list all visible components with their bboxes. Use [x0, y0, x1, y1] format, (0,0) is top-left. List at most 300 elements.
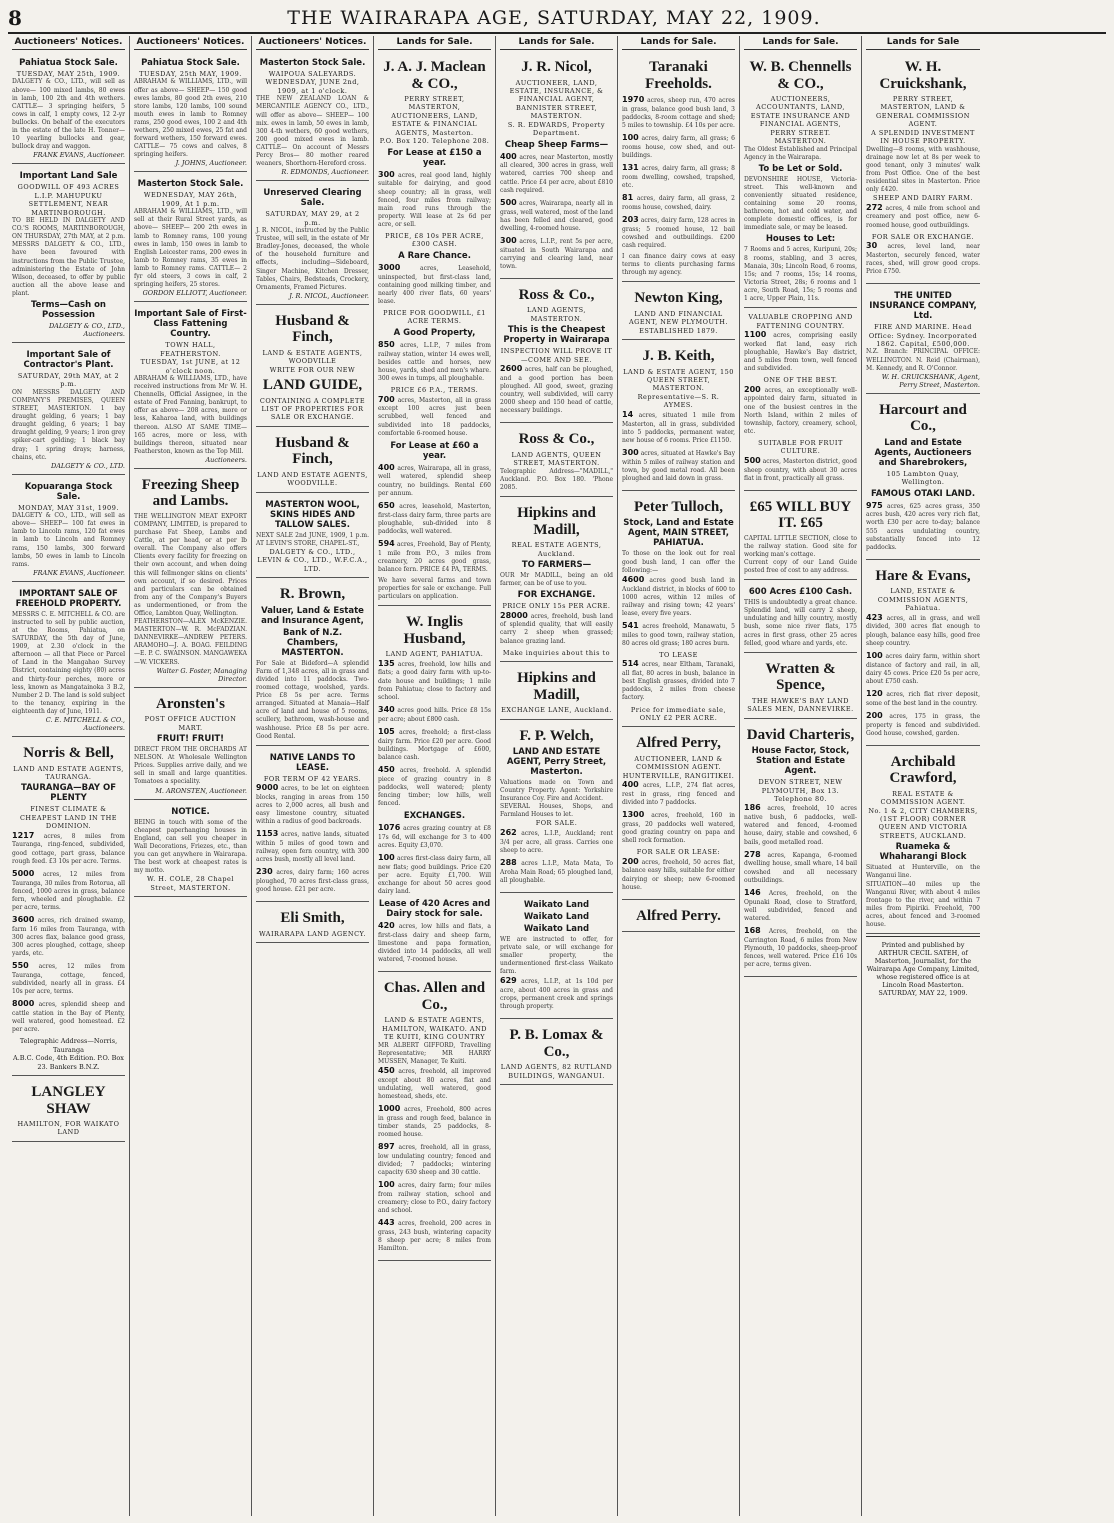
- agent-address: 105 Lambton Quay, Wellington.: [886, 469, 960, 487]
- ad-note: We have several farms and town properties for sale or exchange. Full particulars on application.: [378, 576, 491, 601]
- column-2: [130, 36, 252, 1516]
- ad-body: INSPECTION WILL PROVE IT—COME AND SEE.: [500, 347, 613, 364]
- agent-name: Alfred Perry,: [636, 735, 721, 752]
- column-header: Auctioneers' Notices.: [12, 36, 125, 50]
- agent-subtitle: LAND & ESTATE AGENTS, HAMILTON, WAIKATO. AND TE KUITI, KING COUNTRY: [382, 1016, 487, 1042]
- listing: 629 acres, L.I.P., at 1s 10d per acre, about 400 acres in grass and crops, permanent creek and springs through property.: [500, 976, 613, 1011]
- ad-norris-bell: [12, 739, 125, 1076]
- agent-name: Hare & Evans,: [875, 567, 971, 584]
- listing: 1217 acres, 8 miles from Tauranga, ring-fenced, subdivided, good cottage, part grass, balance rough feed. £3 10s per acre. Terms.: [12, 830, 125, 865]
- listing: 100 acres, dairy farm, all grass; 6 rooms house, cow shed, and out-buildings.: [622, 133, 735, 159]
- ad-wratten-spence: [744, 655, 857, 719]
- ad-tail: CONTAINING A COMPLETE LIST OF PROPERTIES FOR SALE OR EXCHANGE.: [259, 396, 366, 422]
- listing: 100 acres dairy farm, within short distance of factory and rail, in all, dairy 45 cows. Price £20 5s per acre, about £750 cash.: [866, 650, 980, 685]
- ad-heading: A Rare Chance.: [398, 250, 471, 261]
- agent-name: Newton King,: [634, 290, 723, 307]
- masthead: [8, 4, 1106, 34]
- ad-cruickshank: [866, 53, 980, 284]
- agent-subtitle: REAL ESTATE & COMMISSION AGENT.: [880, 789, 966, 807]
- ad-date: SATURDAY, MAY 29, at 2 p.m.: [265, 210, 360, 227]
- column-header: Lands for Sale.: [500, 36, 613, 50]
- agent-subtitle: HAMILTON, FOR WAIKATO LAND: [17, 1120, 120, 1137]
- ad-body: Dwelling—8 rooms, with washhouse, drainage now let at 8s per week to good tenant, only 3 minutes' walk from Post Office. One of the best residential sites in Masterton. Price only £420.: [866, 145, 980, 194]
- listing: 278 acres, Kapanga, 6-roomed dwelling house, small whare, 14 bail cowshed and all necessary outbuildings.: [744, 849, 857, 884]
- listing: 700 acres, Masterton, all in grass except 100 acres just been scrubbed, well fenced and subdivided into 18 paddocks, comfortable 6-roomed house.: [378, 394, 491, 437]
- listing: 100 acres first-class dairy farm, all new flats; good buildings. Price £20 per acre. Equity £1,700. Will exchange for about 50 acres good dairy land.: [378, 852, 491, 896]
- ad-important-land-sale: [12, 166, 125, 343]
- listing: 1076 acres grazing country at £8 17s 6d, will exchange for 3 to 400 acres. Equity £3,070.: [378, 822, 491, 849]
- ad-heading: SUITABLE FOR FRUIT CULTURE.: [758, 438, 843, 456]
- ad-heading: A Good Property,: [393, 327, 476, 338]
- ad-terms: Terms—Cash on Possession: [31, 299, 106, 320]
- listing: 168 Acres, freehold, on the Carrington Road, 6 miles from New Plymouth, 10 paddocks, sheep-proof fences, well watered. Price £16 10s per acre, terms given.: [744, 925, 857, 968]
- agent-subtitle: LAND AGENTS, 82 RUTLAND BUILDINGS, WANGANUI.: [500, 1063, 613, 1080]
- ad-date: SATURDAY, 29th MAY, at 2 p.m.: [17, 371, 120, 389]
- ad-signature: DALGETY & CO., LTD.: [51, 461, 125, 470]
- ad-heading: FAMOUS OTAKI LAND.: [870, 488, 976, 499]
- agent-name: Alfred Perry.: [636, 907, 721, 924]
- ad-hipkins-madill: [500, 499, 613, 662]
- ad-heading: Waikato Land: [523, 923, 590, 934]
- ad-heading: FOR EXCHANGE.: [517, 590, 596, 601]
- ad-title: Pahiatua Stock Sale.: [19, 58, 118, 68]
- listing: 514 acres, near Eltham, Taranaki, all flat, 80 acres in bush, balance in best English grasses, divided into 7 paddocks, 2 miles from cheese factory.: [622, 659, 735, 702]
- ad-heading: FOR SALE.: [535, 819, 578, 828]
- imprint-text: Printed and published by ARTHUR CECIL SATEH, of Masterton, Journalist, for the Wairarapa Age Company, Limited, whose registered office is at Lincoln Road Masterton.: [866, 941, 980, 990]
- column-8: [862, 36, 984, 1516]
- ad-headline: Taranaki Freeholds.: [645, 59, 712, 92]
- ad-signature: W. H. COLE, 28 Chapel Street, MASTERTON.: [147, 875, 234, 892]
- ad-chennells: [744, 53, 857, 308]
- ad-subtitle: GOODWILL OF 493 ACRES L.I.P. MAHUPUKU SETTLEMENT, NEAR MARTINBOROUGH.: [17, 183, 120, 217]
- agent-subtitle: LAND AND ESTATE AGENT, Perry Street, Masterton.: [506, 747, 607, 778]
- page-number: 8: [8, 6, 22, 30]
- ad-jr-nicol: [500, 53, 613, 279]
- ad-signature: J. JOHNS, Auctioneer.: [175, 159, 247, 168]
- listing: 81 acres, dairy farm, all grass, 2 rooms house, cowshed, dairy.: [622, 193, 735, 211]
- ad-hare-evans: [866, 562, 980, 746]
- buyers-list: FEATHERSTON—ALEX McKENZIE. MASTERTON—W. R. McFADZIAN. DANNEVIRKE—ANDREW PETERS. ARAMOHO—J. A. BOAG. FEILDING—E. P. C. SWAINSON. MANGAWEKA—W. VICKERS.: [134, 618, 247, 666]
- listing: 897 acres, freehold, all in grass, low undulating country; fenced and divided; 7 paddocks; wintering capacity 630 sheep and 30 cattle.: [378, 1142, 491, 1177]
- listing: 200 acres, freehold, 50 acres flat, balance easy hills, suitable for either dairying or sheep; new 6-roomed house.: [622, 856, 735, 891]
- agent-name: Hipkins and Madill,: [517, 670, 596, 703]
- agent-subtitle: LAND AND ESTATE AGENTS, WOODVILLE.: [257, 470, 368, 488]
- ad-body: MESSRS C. E. MITCHELL & CO. are instructed to sell by public auction, at the Rooms, Pahiatua, on SATURDAY, the 5th day of June, 1909, at 2.30 o'clock in the afternoon — all that Piece or Parcel of Land in the Mangahao Survey District, containing eighty (80) acres and thirty-four perches, more or less, known as Mangatainoka 3 B.2, Number 2 D. The land is sold subject to the tenancy, expiring in the eighteenth day of June, 1911.: [12, 610, 125, 715]
- listing: 3000 acres, Leasehold, uninspected, but first-class land, containing good milking timber, and nearly 400 river flats, 60 years' lease.: [378, 262, 491, 305]
- ad-title: IMPORTANT SALE OF FREEHOLD PROPERTY.: [15, 588, 122, 609]
- agent-name: Archibald Crawford,: [889, 753, 957, 787]
- ad-date: TUESDAY, 1st JUNE, at 12 o'clock noon.: [140, 358, 241, 375]
- ad-heading: TAURANGA—BAY OF PLENTY: [20, 783, 117, 804]
- agent-name: Eli Smith,: [280, 910, 345, 927]
- listing: 550 acres, 12 miles from Tauranga, cottage, fenced, subdivided, nearly all in grass. £4 10s per acre, terms.: [12, 961, 125, 996]
- listing: 272 acres, 4 mile from school and creamery and post office, new 6-roomed house, good outbuildings.: [866, 202, 980, 229]
- column-1: [8, 36, 130, 1516]
- ad-signature: GORDON ELLIOTT, Auctioneer.: [142, 289, 247, 298]
- listing: 1000 acres, Freehold, 800 acres in grass and rough feed, balance in timber stands, 25 paddocks, 8-roomed house.: [378, 1103, 491, 1138]
- agent-subtitle: REAL ESTATE AGENTS, Auckland.: [511, 541, 602, 558]
- agent-subtitle: LAND & ESTATE AGENT, 150 QUEEN STREET, MASTERTON.: [623, 367, 734, 393]
- ad-heading: Cheap Sheep Farms—: [504, 139, 609, 150]
- ad-signature: FRANK EVANS, Auctioneer.: [33, 568, 125, 577]
- contact-address: Telegraphic Address—Norris, Tauranga: [19, 1037, 118, 1054]
- ad-alfred-perry: [622, 729, 735, 899]
- ad-body: THE WELLINGTON MEAT EXPORT COMPANY, LIMITED, is prepared to purchase Fat Sheep, Lambs and Cattle, at per head, or at per lb overall. The Company also offers Clients every facility for freezing on their own account, and when doing this will fellmonger skins on clients' own account, if so desired. Prices and particulars can be obtained from any of the Company's Buyers as undermentioned, or from the Office, Lambton Quay, Wellington.: [134, 512, 247, 617]
- ad-heading: Houses to Let:: [765, 234, 836, 245]
- listing: 594 acres, Freehold, Bay of Plenty, 1 mile from P.O., 3 miles from creamery, 20 acres good grass, balance fern. PRICE £4 PA, TERMS.: [378, 538, 491, 573]
- agent-subtitle: POST OFFICE AUCTION MART.: [144, 715, 237, 732]
- ad-title: THE UNITED INSURANCE COMPANY, Ltd.: [869, 291, 977, 322]
- listing: 288 acres L.I.P., Mata Mata, To Aroha Main Road; 65 ploughed land, all ploughable.: [500, 857, 613, 884]
- column-header: Auctioneers' Notices.: [256, 36, 369, 50]
- listing: 423 acres, all in grass, and well divided, 300 acres flat enough to plough, balance easy hills, good free sheep country.: [866, 612, 980, 647]
- ad-heading: FOR SALE OR LEASE:: [636, 848, 721, 857]
- agent-name: Aronsten's: [156, 695, 225, 712]
- listing: 1970 acres, sheep run, 470 acres in grass, balance good bush land, 3 paddocks, 8-room cottage and shed; 5 miles to township. £4 10s per acre.: [622, 95, 735, 129]
- ad-heading: To be Let or Sold.: [758, 163, 843, 174]
- agent-subtitle: LAND & ESTATE AGENTS, WOODVILLE: [262, 348, 363, 366]
- agent-name: Peter Tulloch,: [634, 498, 723, 515]
- agent-address: No. 1 & 2, CITY CHAMBERS, (1ST FLOOR) CORNER QUEEN AND VICTORIA STREETS, AUCKLAND.: [868, 806, 978, 840]
- ad-heading: A SPLENDID INVESTMENT IN HOUSE PROPERTY.: [871, 128, 975, 146]
- agent-subtitle: THE HAWKE'S BAY LAND SALES MEN, DANNEVIRKE.: [747, 696, 854, 714]
- ad-title: NOTICE.: [171, 806, 210, 817]
- ad-heading: ONE OF THE BEST.: [763, 376, 838, 385]
- ad-title: VALUABLE CROPPING AND FATTENING COUNTRY.: [748, 313, 853, 330]
- ad-heading: This is the Cheapest Property in Wairarapa: [503, 325, 610, 346]
- column-header: Lands for Sale: [866, 36, 980, 50]
- ad-body: DEVONSHIRE HOUSE, Victoria-street. This well-known and conveniently situated residence, containing some 20 rooms, bathroom, hot and cold water, and complete domestic offices, is for immediate sale, or may be leased.: [744, 175, 857, 232]
- listing: 3600 acres, rich drained swamp, farm 16 miles from Tauranga, with 300 acres flax, balance good grass, 300 acres ploughed, cottage, sheep yards, etc.: [12, 914, 125, 958]
- ad-body: BEING in touch with some of the cheapest paperhanging houses in England, can sell you cheaper in Wall Decorations, Friezes, etc., than you can get anywhere in Wairarapa. The best work at cheapest rates is my motto.: [134, 818, 247, 875]
- agent-subtitle: LAND AGENTS, MASTERTON.: [527, 306, 586, 323]
- ad-maclean: [378, 53, 491, 606]
- ad-cropping-country: [744, 310, 857, 491]
- listing: 500 acres, Masterton district, good sheep country, with about 30 acres flat in front, practically all grass.: [744, 455, 857, 482]
- agent-subtitle: AUCTIONEER, LAND, ESTATE, INSURANCE, & FINANCIAL AGENT, BANNISTER STREET, MASTERTON.: [509, 78, 604, 121]
- ad-heading: For Lease at £60 a year.: [390, 440, 479, 461]
- ad-body: OUR Mr MADILL, being an old farmer, can be of use to you.: [500, 571, 613, 588]
- ad-lomax: [500, 1021, 613, 1085]
- listing: 300 acres, L.I.P., rent 5s per acre, situated in South Wairarapa and carrying and clearing land, near town.: [500, 235, 613, 270]
- listing: 541 acres freehold, Manawatu, 5 miles to good town, railway station, 80 acres old grass; 180 acres burn.: [622, 620, 735, 647]
- ad-title: Kopuaranga Stock Sale.: [24, 481, 113, 502]
- ad-title: Important Sale of First-Class Fattening Country.: [134, 309, 247, 340]
- ad-body: ABRAHAM & WILLIAMS, LTD., will sell at their Rural Street yards, as above— SHEEP— 200 2th ewes in lamb to Romney rams, 100 young ewes in lamb, 150 owes in lamb to English Leicester rams, 200 ewes in lamb to Romney rams, 35 ewes in lamb to Romney rams. CATTLE— 2 fyr old steers, 3 cows in calf, 2 springing heifers, 25 stores.: [134, 208, 247, 289]
- ad-note: The Oldest Established and Principal Agency in the Wairarapa.: [744, 145, 857, 161]
- ad-body: MR ALBERT GIFFORD, Travelling Representative; MR HARRY MUSSEN, Manager, Te Kuiti.: [378, 1041, 491, 1065]
- ad-heading: SHEEP AND DAIRY FARM.: [873, 194, 973, 203]
- agent-address: Bank of N.Z. Chambers, MASTERTON.: [281, 627, 344, 658]
- ad-notice: [134, 802, 247, 898]
- listing: 262 acres, L.I.P., Auckland; rent 3/4 per acre, all grass. Carries one sheep to acre.: [500, 827, 613, 854]
- listing: 450 acres, freehold, all improved except about 80 acres, flat and undulating, well watered, good homestead, sheds, etc.: [378, 1065, 491, 1100]
- column-3: [252, 36, 374, 1516]
- ad-body: Situated at Hunterville, on the Wanganui line.: [866, 864, 980, 880]
- ad-united-insurance: [866, 286, 980, 394]
- agent-subtitle: PERRY STREET, MASTERTON, LAND & GENERAL COMMISSION AGENT.: [876, 95, 970, 129]
- imprint-date: SATURDAY, MAY 22, 1909.: [878, 989, 968, 998]
- ad-newton-king: [622, 284, 735, 340]
- column-header: Auctioneers' Notices.: [134, 36, 247, 50]
- listing: 131 acres, dairy farm, all grass; 8 room dwelling, cowshed, trapshed, etc.: [622, 163, 735, 189]
- ad-harcourt: [866, 396, 980, 560]
- ad-heading: TO FARMERS—: [521, 559, 592, 570]
- listing: 14 acres, situated 1 mile from Masterton, all in grass, subdivided into 5 paddocks, permanent water, new house of 6 rooms. Price £1150.: [622, 409, 735, 444]
- listing: 450 acres, freehold. A splendid piece of grazing country in 8 paddocks, well watered; plenty fencing timber; low hills, well fenced.: [378, 764, 491, 807]
- ad-date: MONDAY, MAY 31st, 1909.: [18, 503, 119, 512]
- ad-david-charteris: [744, 721, 857, 977]
- agent-name: Chas. Allen and Co.,: [383, 980, 486, 1013]
- agent-name: W. B. Chennells & CO.,: [749, 59, 852, 92]
- ad-title: Masterton Stock Sale.: [137, 179, 244, 190]
- listing: 8000 acres, splendid sheep and cattle station in the Bay of Plenty, well watered, good homestead. £2 per acre.: [12, 999, 125, 1034]
- agent-name: J. A. J. Maclean & CO.,: [383, 59, 486, 92]
- ad-heading: Waikato Land: [523, 899, 590, 910]
- ad-signature: DALGETY & CO., LTD., Auctioneers.: [48, 321, 125, 338]
- ad-signature: Walter G. Foster, Managing Director.: [156, 666, 247, 683]
- ad-pahiatua-stock-sale: [12, 53, 125, 164]
- listing: 146 Acres, freehold, on the Opunaki Road, close to Stratford, well subdivided, fenced and watered.: [744, 887, 857, 922]
- listing: 650 acres, leasehold, Masterton, first-class dairy farm, three parts are ploughable, sub-divided into 8 paddocks, well watered.: [378, 500, 491, 535]
- agent-subtitle: PERRY STREET, MASTERTON, AUCTIONEERS, LAND, ESTATE & FINANCIAL AGENTS, Masterton.: [391, 95, 478, 137]
- ad-title: NATIVE LANDS TO LEASE.: [269, 752, 356, 773]
- ad-600-acres: [744, 582, 857, 653]
- ad-signature: R. EDMONDS, Auctioneer.: [281, 168, 369, 177]
- listing: 9000 acres, to be let on eighteen blocks, ranging in areas from 150 acres to 2,000 acres, all bush and easy limestone country, situated within a radius of good backroads.: [256, 783, 369, 826]
- listing: 400 acres, Wairarapa, all in grass, well watered, splendid sheep country, no buildings. Rental £60 per annum.: [378, 462, 491, 497]
- agent-name: W. H. Cruickshank,: [879, 59, 967, 92]
- agent-subtitle: Land and Estate Agents, Auctioneers and Sharebrokers,: [874, 437, 972, 468]
- ad-body: TO BE HELD IN DALGETY AND CO.'S ROOMS, MARTINBOROUGH, ON THURSDAY, 27th MAY, at 2 p.m. MESSRS DALGETY & CO., LTD., have been favoured with instructions from the Public Trustee, administering the Estate of John Wilson, deceased, to offer by public auction all the above lease and plant.: [12, 217, 125, 297]
- ad-situation: SITUATION—40 miles up the Wanganui River, with about 4 miles frontage to the river, and within 7 miles from Pipiriki. Freehold, 700 acres, about fenced and 3-roomed house.: [866, 880, 980, 928]
- listing: 975 acres, 625 acres grass, 350 acres bush, 420 acres very rich flat, worth £30 per acre to-day; balance 555 acres undulating country, substantially fenced into 12 paddocks.: [866, 500, 980, 551]
- agent-name: J. B. Keith,: [642, 348, 715, 365]
- ad-title: Important Land Sale: [19, 171, 118, 182]
- listing: 300 acres, situated at Hawke's Bay within 5 miles of railway station and town, by good metal road. All been ploughed and laid down in grass.: [622, 447, 735, 482]
- ad-masterton-stock-sale: [134, 174, 247, 302]
- page-columns: [8, 36, 1106, 1516]
- listing: 340 acres good hills. Price £8 15s per acre; about £800 cash.: [378, 704, 491, 723]
- agent-name: F. P. Welch,: [519, 727, 594, 744]
- ad-title: Important Sale of Contractor's Plant.: [23, 349, 114, 370]
- listing: 400 acres, L.I.P., 274 flat acres, rest in grass, ring fenced and divided into 7 paddocks.: [622, 780, 735, 807]
- listing: 400 acres, near Masterton, mostly all cleared, 300 acres in grass, well watered, carries 700 sheep and cattle. Price £4 per acre, about £810 cash required.: [500, 151, 613, 194]
- agent-subtitle: House Factor, Stock, Station and Estate Agent.: [751, 746, 850, 777]
- listing: 850 acres, L.I.P., 7 miles from railway station, winter 14 ewes well, besides cattle and horses, new house, yards, shed and men's whare. 300 ewes in tumps, all ploughable.: [378, 339, 491, 382]
- ad-subtitle: FOR TERM OF 42 YEARS.: [263, 774, 362, 783]
- ad-tagline: FINEST CLIMATE & CHEAPEST LAND IN THE DOMINION.: [19, 805, 118, 831]
- ad-date: TUESDAY, MAY 25th, 1909.: [16, 70, 121, 78]
- agent-contact: P.O. Box 120. Telephone 208.: [379, 137, 490, 146]
- agent-address: DEVON STREET, NEW PLYMOUTH, Box 13. Telephone 80.: [758, 778, 843, 804]
- ad-body: Valuations made on Town and Country Property. Agent: Yorkshire Insurance Coy. Fire and Accident.: [500, 779, 613, 803]
- column-header: Lands for Sale.: [744, 36, 857, 50]
- ad-date: TUESDAY, 25th MAY, 1909.: [139, 70, 242, 78]
- ad-65-will-buy: [744, 493, 857, 580]
- agent-established: ESTABLISHED 1879.: [639, 326, 718, 335]
- ad-pahiatua-stock-sale: [134, 53, 247, 172]
- agent-name: David Charteris,: [746, 726, 855, 743]
- ad-signature: C. E. MITCHELL & CO., Auctioneers.: [45, 716, 125, 732]
- ad-body: CAPITAL LITTLE SECTION, close to the railway station. Good site for working man's cottage.: [744, 534, 857, 558]
- agent-subtitle: Valuer, Land & Estate and Insurance Agent,: [261, 605, 364, 626]
- listing: 230 acres, dairy farm; 160 acres ploughed, 70 acres first-class grass, good house. £21 per acre.: [256, 867, 369, 894]
- listing: 100 acres, dairy farm; four miles from railway station, school and creamery; close to P.O., dairy factory and school.: [378, 1180, 491, 1215]
- newspaper-title: THE WAIRARAPA AGE, SATURDAY, MAY 22, 1909.: [287, 7, 821, 29]
- land-guide-title: LAND GUIDE,: [262, 377, 363, 394]
- listing-price: Price for immediate sale, ONLY £2 PER ACRE.: [630, 705, 727, 722]
- ad-wool-sales: [256, 495, 369, 579]
- agent-name: Wratten & Spence,: [765, 660, 836, 694]
- ad-ross-co: [500, 281, 613, 424]
- ad-signature: W. H. CRUICKSHANK, Agent, Perry Street, Masterton.: [881, 372, 980, 389]
- ad-signature: FRANK EVANS, Auctioneer.: [33, 151, 125, 160]
- ad-headline: 600 Acres £100 Cash.: [748, 587, 853, 598]
- agent-name: J. R. Nicol,: [521, 59, 592, 75]
- agent-name: R. Brown,: [279, 586, 346, 603]
- ad-heading: TO LEASE: [659, 650, 698, 659]
- ad-clearing-sale: [256, 183, 369, 305]
- listing: 1153 acres, native lands, situated within 5 miles of good town and railway, open fern country, with 300 acres bush, mostly all level land.: [256, 829, 369, 864]
- imprint: [866, 936, 980, 997]
- ad-heading: Waikato Land: [523, 911, 590, 922]
- ad-place: WAIPOUA SALEYARDS.: [268, 70, 357, 78]
- agent-name: Husband & Finch,: [275, 312, 350, 346]
- ad-date: WEDNESDAY, MAY 26th, 1909, At 1 p.m.: [143, 191, 238, 208]
- ad-fattening-country: [134, 304, 247, 469]
- agent-name: P. B. Lomax & Co.,: [509, 1027, 604, 1060]
- ad-note: SEVERAL Houses, Shops, and Farmland Houses to let.: [500, 803, 613, 819]
- column-5: [496, 36, 618, 1516]
- agent-rep: Representative—S. R. AYMES.: [637, 392, 720, 410]
- ad-headline: Freezing Sheep and Lambs.: [141, 476, 240, 510]
- ad-signature: DALGETY & CO., LTD., LEVIN & CO., LTD., W.F.C.A., LTD.: [257, 547, 368, 573]
- ad-signature: Auctioneers.: [205, 455, 247, 464]
- column-6: [618, 36, 740, 1516]
- listing-price: PRICE FOR GOODWILL, £1 ACRE TERMS.: [383, 309, 486, 326]
- ad-title: Masterton Stock Sale.: [259, 58, 366, 68]
- listing: 4600 acres good bush land in Auckland district, in blocks of 600 to 1000 acres, within 12 miles of railway and rising town; 42 years' lease, every five years.: [622, 574, 735, 617]
- ad-note: Current copy of our Land Guide posted free of cost to any address.: [744, 559, 857, 575]
- ad-eli-smith: [256, 904, 369, 943]
- agent-name: Husband & Finch,: [275, 434, 350, 468]
- ad-langley-shaw: [12, 1078, 125, 1142]
- ad-peter-tulloch: [622, 493, 735, 727]
- listing-price: PRICE, £8 10s PER ACRE, £300 CASH.: [385, 231, 484, 249]
- ad-waikato-land: [500, 895, 613, 1020]
- agent-subtitle: AUCTIONEER, LAND & COMMISSION AGENT. HUNTERVILLE, RANGITIKEI.: [622, 754, 735, 780]
- ad-body: ABRAHAM & WILLIAMS, LTD., will offer as above— SHEEP— 150 good ewes lambs, 80 good 2th ewes, 210 store lambs, 120 lambs, 100 sound mouth ewes in lamb to Romney rams, 250 good ewes, 100 2 and 4th wethers, 250 mixed ewes, 25 fat and forward wethers, 150 forward ewes. CATTLE— 75 cows and calves, 8 springing heifers.: [134, 78, 247, 159]
- listing: 500 acres, Wairarapa, nearly all in grass, well watered, most of the land has been felled and cleared, good dwelling, 4-roomed house.: [500, 197, 613, 232]
- listing: 186 acres, freehold, 10 acres native bush, 6 paddocks, well-watered and fenced, 4-roomed house, dairy, stable and cowshed, 6 bails, good metalled road.: [744, 803, 857, 846]
- ad-fp-welch: [500, 722, 613, 893]
- ad-r-brown: [256, 580, 369, 745]
- agent-name: W. Inglis Husband,: [403, 614, 466, 647]
- ad-note: Make inquiries about this to: [502, 648, 611, 657]
- ad-body: NEXT SALE 2nd JUNE, 1909, 1 p.m. AT LEVIN'S STORE, CHAPEL-ST.,: [256, 531, 369, 547]
- ad-contractors-plant: [12, 345, 125, 475]
- ad-body: DIRECT FROM THE ORCHARDS AT NELSON. At Wholesale Wellington Prices. Supplies arrive daily, and we sell in small and large quantities. Tomatoes a speciality.: [134, 746, 247, 786]
- listing: 105 acres, freehold; a first-class dairy farm. Price £20 per acre. Good buildings. Mortgage of £600, balance cash.: [378, 726, 491, 761]
- ad-body: THIS is undoubtedly a great chance. Splendid land, will carry 2 sheep, undulating and hilly country, mostly bush, some nice river flats, 175 acres in first grass, other 25 acres felled, good whare and yards, etc.: [744, 599, 857, 647]
- ad-alfred-perry-2: [622, 902, 735, 933]
- agent-subtitle: LAND AND ESTATE AGENTS, TAURANGA.: [13, 764, 124, 781]
- ad-signature: J. R. NICOL, Auctioneer.: [289, 291, 369, 300]
- ad-native-lands: [256, 748, 369, 903]
- listing: 28000 acres, freehold, bush land of splendid quality, that will easily carry 2 sheep when grassed; balance grazing land.: [500, 610, 613, 645]
- ad-taranaki-freeholds: [622, 53, 735, 282]
- listing: 2600 acres, half can be ploughed, and a good portion has been ploughed. All good, sweet, grazing country, well subdivided, will carry 2000 sheep and 150 head of cattle, necessary buildings.: [500, 364, 613, 415]
- ad-inglis-husband: [378, 608, 491, 972]
- ad-husband-finch: [256, 307, 369, 427]
- ad-body: ON MESSRS DALGETY AND COMPANY'S PREMISES, QUEEN STREET, MASTERTON. 1 bay draught gelding, 6 years; 1 bay draught gelding, 6 years; 1 bay draught gelding, 9 years; 1 iron grey spiker-cart gelding; 1 black bay dray; 1 spring drays; harness, chains, etc.: [12, 388, 125, 461]
- ad-signature: M. ARONSTEN, Auctioneer.: [155, 786, 247, 795]
- column-header: Lands for Sale.: [622, 36, 735, 50]
- listing: 5000 acres, 12 miles from Tauranga, 30 miles from Rotorua, all fenced, 1000 acres in grass, balance fern, wheeled and ploughable. £2 per acre, terms.: [12, 868, 125, 911]
- column-4: [374, 36, 496, 1516]
- ad-body: For Sale at Bideford—A splendid Farm of 1,348 acres, all in grass and divided into 11 paddocks. Two-roomed cottage, woolshed, yards. Price £8 5s per acre. Terms arranged. Situated at Manaia—Half acre of land and house of 5 rooms, scullery, bathroom, wash-house and washhouse. Price £8 5s per acre. Good Rental.: [256, 659, 369, 740]
- agent-subtitle: LAND AGENTS, QUEEN STREET, MASTERTON.: [511, 450, 602, 468]
- column-header: Lands for Sale.: [378, 36, 491, 50]
- listing: 420 acres, low hills and flats, a first-class dairy and sheep farm, limestone and papa formation, divided into 14 paddocks, all well watered, 7-roomed house.: [378, 921, 491, 964]
- agent-contact: Telegraphic Address—"MADILL," Auckland. P.O. Box 180. 'Phone 2085.: [500, 467, 613, 491]
- ad-title: Unreserved Clearing Sale.: [263, 188, 362, 209]
- agent-subtitle: Stock, Land and Estate Agent, MAIN STREET, PAHIATUA.: [623, 518, 734, 549]
- agent-name: Harcourt and Co.,: [879, 401, 967, 435]
- listing: 135 acres, freehold, low hills and flats; a good dairy farm with up-to-date house and buildings; 1 mile from Pahiatua; close to factory and school.: [378, 658, 491, 701]
- ad-subheading: PRICE ONLY 15s PER ACRE.: [502, 602, 611, 611]
- agent-name: LANGLEY SHAW: [31, 1084, 106, 1117]
- ad-note: To those on the look out for real good bush land, I can offer the following:—: [622, 550, 735, 574]
- agent-subtitle: LAND AND FINANCIAL AGENT, NEW PLYMOUTH.: [628, 309, 729, 327]
- ad-archibald-crawford: [866, 748, 980, 934]
- agent-name: Ross & Co.,: [518, 431, 595, 448]
- listing: 203 acres, dairy farm, 128 acres in grass; 5 roomed house, 12 bail cowshed and outbuildings. £200 cash required.: [622, 214, 735, 249]
- ad-date: WEDNESDAY, JUNE 2nd, 1909, at 1 o'clock.: [265, 78, 360, 95]
- ad-ross-co-2: [500, 425, 613, 497]
- agent-name: Ross & Co.,: [518, 286, 595, 303]
- ad-place: TOWN HALL, FEATHERSTON.: [160, 341, 221, 358]
- ad-body: DALGETY & CO., LTD., will sell as above— 100 mixed lambs, 80 ewes in lamb, 100 2th and 4th wethers. CATTLE— 3 springing heifers, 5 cows in calf, 1 empty cows, 12 2-yr bullocks. On behalf of the executors in the estate of the late H. Tonner— 10 yearling bullocks and gear, bullock dray and waggon.: [12, 78, 125, 151]
- agent-subtitle: EXCHANGE LANE, Auckland.: [501, 706, 612, 715]
- ad-note: FOR SALE OR EXCHANGE.: [871, 232, 975, 241]
- ad-body: DALGETY & CO., LTD., will sell as above— SHEEP— 100 fat ewes in lamb to Lincoln rams, 120 fat ewes in lamb to Lincoln and Romney rams, 150 lambs, 300 forward lambs, 50 ewes in lamb to Lincoln rams.: [12, 512, 125, 568]
- agent-subtitle: WAIRARAPA LAND AGENCY.: [258, 929, 367, 938]
- ad-body: J. R. NICOL, instructed by the Public Trustee, will sell, in the estate of Mr Bradley-Jones, deceased, the whole of the household furniture and effects, including—Sideboard, Singer Machine, Kitchen Dresser, Tables, Chairs, Bedsteads, Crockery, Ornaments, Framed Pictures.: [256, 227, 369, 291]
- ad-body: ABRAHAM & WILLIAMS, LTD., have received instructions from Mr W. H. Chennells, Official Assignee, in the estate of Fred Fanning, bankrupt, to offer as above— 208 acres, more or less, Kaharoa land, with buildings thereon. ALSO AT SAME TIME— 165 acres, more or less, with buildings thereon, situated near Featherston, known as the Top Mill.: [134, 374, 247, 455]
- listing: 30 acres, level land, near Masterton, securely fenced, water races, shed, will grow good crops. Price £750.: [866, 241, 980, 276]
- listing: 200 acres, an exceptionally well-appointed dairy farm, situated in one of the busiest centres in the North Island, within 2 miles of township, factory, creamery, school, etc.: [744, 384, 857, 435]
- ad-heading: Ruameka & Whaharangi Block: [879, 842, 967, 863]
- ad-hipkins-madill-2: [500, 664, 613, 719]
- ad-heading: EXCHANGES.: [403, 810, 466, 821]
- ad-body: WE are instructed to offer, for private sale, or will exchange for smaller property, the undermentioned first-class Waikato farm.: [500, 935, 613, 976]
- ad-heading: For Lease at £150 a year.: [387, 147, 482, 168]
- listing: 120 acres, rich flat river deposit, some of the best land in the country.: [866, 688, 980, 707]
- ad-title: Pahiatua Stock Sale.: [141, 58, 240, 68]
- ad-houses: 7 Rooms and 5 acres, Kuripuni, 20s; 8 rooms, stabling, and 3 acres, Manaia, 30s; Lincoln Road, 6 rooms, 15s; and 7 rooms, 15s; 14 rooms, Victoria Street, 28s; 6 rooms and 1 acre, South Road, 15s; 5 rooms and 1 acre, Upper Plain, 11s.: [744, 246, 857, 303]
- ad-kopuaranga-stock-sale: [12, 477, 125, 582]
- listing: 443 acres, freehold, 200 acres in grass, 243 bush, wintering capacity 8 sheep per acre; 8 miles from Hamilton.: [378, 1218, 491, 1253]
- agent-name: Norris & Bell,: [23, 745, 114, 761]
- ad-heading: Lease of 420 Acres and Dairy stock for sale.: [378, 899, 491, 920]
- ad-freezing-sheep: [134, 471, 247, 688]
- ad-subtitle: FIRE AND MARINE. Head Office: Sydney. Incorporated 1862. Capital, £500,000.: [868, 323, 978, 348]
- ad-freehold-property: [12, 584, 125, 737]
- agent-name: Hipkins and Madill,: [517, 505, 596, 538]
- ad-title: MASTERTON WOOL, SKINS HIDES AND TALLOW SALES.: [265, 499, 360, 530]
